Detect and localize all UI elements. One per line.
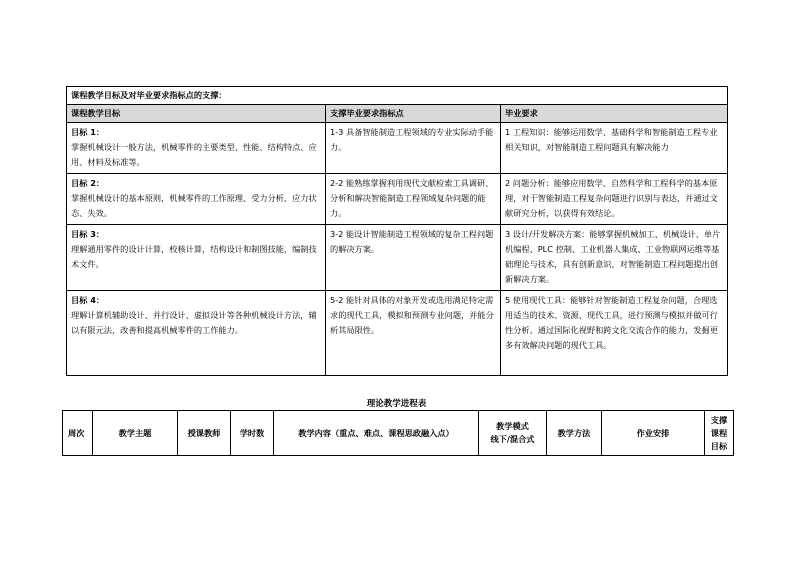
header-mode xyxy=(479,411,547,456)
table-row xyxy=(67,123,728,174)
schedule-title: 理论教学进程表 xyxy=(366,399,427,409)
header-support xyxy=(705,411,734,456)
goal-title: 目标 4： xyxy=(71,295,105,305)
requirement-cell: 5 使用现代工具：能够针对智能制造工程复杂问题，合理选用适当的技术、资源、现代工具，进行预测与模拟并做可行性分析。通过国际化视野和跨文化交流合作的能力，发掘更多有效解决问题的现代工具。 xyxy=(501,291,728,376)
header-requirement: 毕业要求 xyxy=(501,105,728,123)
goal-cell xyxy=(67,291,326,376)
goal-text: 掌握机械设计的基本原则，机械零件的工作原理、受力分析、应力状态、失效。 xyxy=(71,193,317,218)
goal-title: 目标 2： xyxy=(71,178,105,188)
header-goal: 课程教学目标 xyxy=(67,105,326,123)
goal-title: 目标 3： xyxy=(71,229,105,239)
header-teacher: 授课教师 xyxy=(178,411,231,456)
schedule-table xyxy=(62,410,734,456)
requirement-cell: 1 工程知识：能够运用数学、基础科学和智能制造工程专业相关知识，对智能制造工程问题具有解决能力 xyxy=(501,123,728,174)
goal-cell xyxy=(67,174,326,225)
header-support-line1: 支撑 xyxy=(710,414,728,425)
header-mode-line1: 教学模式 xyxy=(496,421,529,431)
goal-text: 掌握机械设计一般方法，机械零件的主要类型、性能、结构特点、应用、材料及标准等。 xyxy=(71,142,317,167)
header-mode-line2: 线下/混合式 xyxy=(490,434,535,444)
goal-title: 目标 1： xyxy=(71,127,105,137)
header-week: 周次 xyxy=(63,411,93,456)
indicator-cell: 3-2 能设计智能制造工程领域的复杂工程问题的解决方案。 xyxy=(326,225,501,291)
table-row xyxy=(67,225,728,291)
goal-text: 理解通用零件的设计计算，校核计算，结构设计和制图技能，编制技术文件。 xyxy=(71,244,317,269)
indicator-cell: 1-3 具备智能制造工程领域的专业实际动手能力。 xyxy=(326,123,501,174)
indicator-cell: 5-2 能针对具体的对象开发或选用满足特定需求的现代工具，模拟和预测专业问题，并能分析其局限性。 xyxy=(326,291,501,376)
schedule-header-row xyxy=(63,411,734,456)
header-homework: 作业安排 xyxy=(602,411,705,456)
header-topic: 教学主题 xyxy=(93,411,178,456)
objectives-header-row xyxy=(67,105,728,123)
header-support-line2: 课程 xyxy=(710,427,728,438)
objectives-table xyxy=(66,86,728,376)
objectives-caption-row xyxy=(67,87,728,105)
header-method: 教学方法 xyxy=(547,411,602,456)
header-hours: 学时数 xyxy=(231,411,274,456)
goal-text: 理解计算机辅助设计、并行设计、虚拟设计等各种机械设计方法，辅以有限元法，改善和提高机械零件的工作能力。 xyxy=(71,310,317,335)
table-row xyxy=(67,174,728,225)
header-support-line3: 目标 xyxy=(710,440,728,451)
requirement-cell: 2 问题分析：能够应用数学、自然科学和工程科学的基本原理，对于智能制造工程复杂问题进行识别与表达，并通过文献研究分析，以获得有效结论。 xyxy=(501,174,728,225)
objectives-caption: 课程教学目标及对毕业要求指标点的支撑： xyxy=(67,87,728,105)
goal-cell xyxy=(67,123,326,174)
goal-cell xyxy=(67,225,326,291)
header-content: 教学内容（重点、难点、课程思政融入点） xyxy=(274,411,479,456)
table-row xyxy=(67,291,728,376)
requirement-cell: 3 设计/开发解决方案：能够掌握机械加工、机械设计、单片机编程、PLC 控制、工业机器人集成、工业物联网运维等基础理论与技术，具有创新意识，对智能制造工程问题提出创新解决方案。 xyxy=(501,225,728,291)
indicator-cell: 2-2 能熟练掌握利用现代文献检索工具调研、分析和解决智能制造工程领域复杂问题的能力。 xyxy=(326,174,501,225)
header-indicator: 支撑毕业要求指标点 xyxy=(326,105,501,123)
